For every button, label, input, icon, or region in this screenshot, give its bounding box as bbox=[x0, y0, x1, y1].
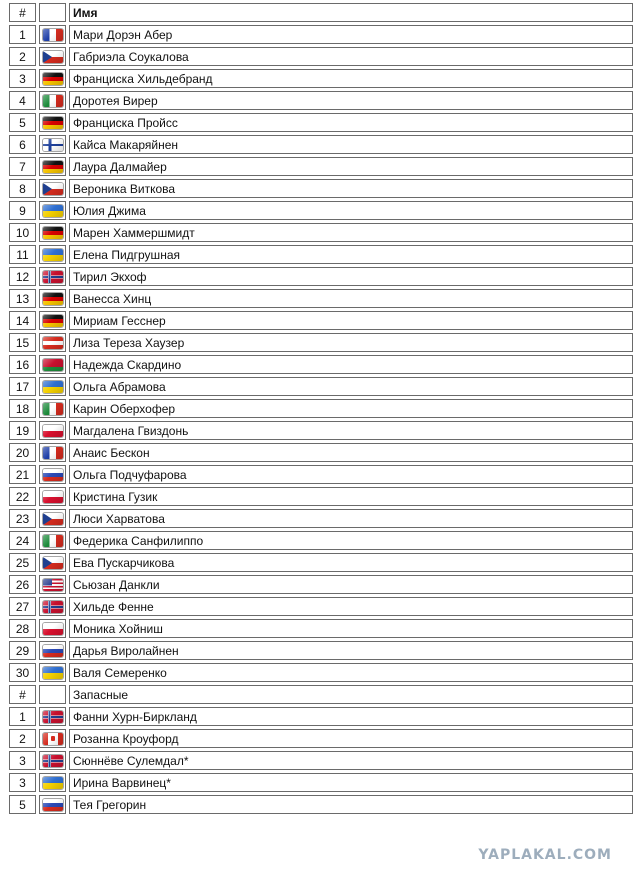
row-number: 26 bbox=[9, 575, 36, 594]
table-row bbox=[9, 421, 633, 440]
row-number: 15 bbox=[9, 333, 36, 352]
table-row bbox=[9, 157, 633, 176]
table-row bbox=[9, 553, 633, 572]
row-number: 14 bbox=[9, 311, 36, 330]
row-number: 4 bbox=[9, 91, 36, 110]
athlete-name: Ольга Абрамова bbox=[69, 377, 633, 396]
athlete-name: Кайса Макаряйнен bbox=[69, 135, 633, 154]
flag-de-icon bbox=[43, 117, 63, 129]
athlete-name: Ирина Варвинец* bbox=[69, 773, 633, 792]
athlete-name: Федерика Санфилиппо bbox=[69, 531, 633, 550]
table-row bbox=[9, 487, 633, 506]
table-row bbox=[9, 707, 633, 726]
athlete-name: Розанна Кроуфорд bbox=[69, 729, 633, 748]
flag-ua-icon bbox=[43, 667, 63, 679]
athlete-name: Франциска Хильдебранд bbox=[69, 69, 633, 88]
athlete-name: Тея Грегорин bbox=[69, 795, 633, 814]
flag-it-icon bbox=[43, 535, 63, 547]
athlete-name: Доротея Вирер bbox=[69, 91, 633, 110]
row-flag-cell bbox=[39, 289, 66, 308]
row-flag-cell bbox=[39, 113, 66, 132]
row-flag-cell bbox=[39, 69, 66, 88]
athlete-name: Моника Хойниш bbox=[69, 619, 633, 638]
row-number: 2 bbox=[9, 729, 36, 748]
header-name: Имя bbox=[69, 3, 633, 22]
flag-de-icon bbox=[43, 161, 63, 173]
athlete-name: Ева Пускарчикова bbox=[69, 553, 633, 572]
athlete-name: Лиза Тереза Хаузер bbox=[69, 333, 633, 352]
row-flag-cell bbox=[39, 663, 66, 682]
flag-cz-icon bbox=[43, 51, 63, 63]
flag-ru-icon bbox=[43, 469, 63, 481]
row-number: 5 bbox=[9, 795, 36, 814]
flag-pl-icon bbox=[43, 491, 63, 503]
row-flag-cell bbox=[39, 751, 66, 770]
row-number: 27 bbox=[9, 597, 36, 616]
table-row bbox=[9, 751, 633, 770]
athletes-table-body bbox=[9, 3, 633, 814]
row-flag-cell bbox=[39, 707, 66, 726]
flag-no-icon bbox=[43, 271, 63, 283]
row-number: 20 bbox=[9, 443, 36, 462]
table-row bbox=[9, 91, 633, 110]
row-flag-cell bbox=[39, 311, 66, 330]
row-number: 10 bbox=[9, 223, 36, 242]
flag-no-icon bbox=[43, 755, 63, 767]
table-row bbox=[9, 729, 633, 748]
athlete-name: Фанни Хурн-Биркланд bbox=[69, 707, 633, 726]
row-flag-cell bbox=[39, 575, 66, 594]
athlete-name: Сьюзан Данкли bbox=[69, 575, 633, 594]
flag-ua-icon bbox=[43, 249, 63, 261]
table-row bbox=[9, 47, 633, 66]
row-number: 29 bbox=[9, 641, 36, 660]
table-row bbox=[9, 25, 633, 44]
table-row bbox=[9, 377, 633, 396]
table-row bbox=[9, 663, 633, 682]
table-row bbox=[9, 641, 633, 660]
athletes-table bbox=[6, 0, 636, 817]
row-number: 17 bbox=[9, 377, 36, 396]
row-flag-cell bbox=[39, 465, 66, 484]
row-flag-cell bbox=[39, 355, 66, 374]
flag-ua-icon bbox=[43, 777, 63, 789]
row-flag-cell bbox=[39, 201, 66, 220]
athlete-name: Габриэла Соукалова bbox=[69, 47, 633, 66]
row-flag-cell bbox=[39, 597, 66, 616]
row-number: 30 bbox=[9, 663, 36, 682]
table-row bbox=[9, 113, 633, 132]
table-row bbox=[9, 69, 633, 88]
athlete-name: Лаура Далмайер bbox=[69, 157, 633, 176]
row-number: 23 bbox=[9, 509, 36, 528]
table-row bbox=[9, 531, 633, 550]
row-number: 5 bbox=[9, 113, 36, 132]
athlete-name: Карин Оберхофер bbox=[69, 399, 633, 418]
table-row bbox=[9, 201, 633, 220]
flag-ua-icon bbox=[43, 381, 63, 393]
row-flag-cell bbox=[39, 245, 66, 264]
row-number: 12 bbox=[9, 267, 36, 286]
flag-cz-icon bbox=[43, 557, 63, 569]
flag-de-icon bbox=[43, 293, 63, 305]
reserves-header-num: # bbox=[9, 685, 36, 704]
flag-ru-icon bbox=[43, 645, 63, 657]
row-number: 3 bbox=[9, 773, 36, 792]
row-number: 24 bbox=[9, 531, 36, 550]
table-row bbox=[9, 333, 633, 352]
athlete-name: Юлия Джима bbox=[69, 201, 633, 220]
row-number: 11 bbox=[9, 245, 36, 264]
row-number: 1 bbox=[9, 707, 36, 726]
athlete-name: Хильде Фенне bbox=[69, 597, 633, 616]
athlete-name: Тирил Экхоф bbox=[69, 267, 633, 286]
athlete-name: Надежда Скардино bbox=[69, 355, 633, 374]
table-row bbox=[9, 773, 633, 792]
row-number: 28 bbox=[9, 619, 36, 638]
row-number: 18 bbox=[9, 399, 36, 418]
table-row bbox=[9, 311, 633, 330]
row-flag-cell bbox=[39, 531, 66, 550]
flag-it-icon bbox=[43, 403, 63, 415]
table-row bbox=[9, 575, 633, 594]
row-number: 6 bbox=[9, 135, 36, 154]
row-number: 25 bbox=[9, 553, 36, 572]
flag-pl-icon bbox=[43, 425, 63, 437]
row-flag-cell bbox=[39, 443, 66, 462]
row-flag-cell bbox=[39, 795, 66, 814]
table-row bbox=[9, 399, 633, 418]
row-flag-cell bbox=[39, 47, 66, 66]
table-row bbox=[9, 179, 633, 198]
flag-fr-icon bbox=[43, 447, 63, 459]
table-row bbox=[9, 509, 633, 528]
table-header-row bbox=[9, 3, 633, 22]
flag-cz-icon bbox=[43, 183, 63, 195]
header-num: # bbox=[9, 3, 36, 22]
row-flag-cell bbox=[39, 179, 66, 198]
athlete-name: Мириам Гесснер bbox=[69, 311, 633, 330]
table-row bbox=[9, 245, 633, 264]
athlete-name: Елена Пидгрушная bbox=[69, 245, 633, 264]
row-flag-cell bbox=[39, 773, 66, 792]
table-row bbox=[9, 465, 633, 484]
athlete-name: Вероника Виткова bbox=[69, 179, 633, 198]
row-flag-cell bbox=[39, 509, 66, 528]
row-flag-cell bbox=[39, 91, 66, 110]
table-row bbox=[9, 355, 633, 374]
row-number: 7 bbox=[9, 157, 36, 176]
flag-ua-icon bbox=[43, 205, 63, 217]
row-flag-cell bbox=[39, 333, 66, 352]
flag-at-icon bbox=[43, 337, 63, 349]
athlete-name: Дарья Виролайнен bbox=[69, 641, 633, 660]
row-flag-cell bbox=[39, 421, 66, 440]
flag-it-icon bbox=[43, 95, 63, 107]
athlete-name: Магдалена Гвиздонь bbox=[69, 421, 633, 440]
table-row bbox=[9, 289, 633, 308]
athlete-name: Ольга Подчуфарова bbox=[69, 465, 633, 484]
row-number: 3 bbox=[9, 751, 36, 770]
row-flag-cell bbox=[39, 641, 66, 660]
reserves-header-row bbox=[9, 685, 633, 704]
flag-pl-icon bbox=[43, 623, 63, 635]
row-number: 19 bbox=[9, 421, 36, 440]
athlete-name: Франциска Пройсс bbox=[69, 113, 633, 132]
table-row bbox=[9, 795, 633, 814]
row-number: 1 bbox=[9, 25, 36, 44]
row-number: 2 bbox=[9, 47, 36, 66]
row-number: 3 bbox=[9, 69, 36, 88]
row-flag-cell bbox=[39, 729, 66, 748]
flag-fi-icon bbox=[43, 139, 63, 151]
athlete-name: Мари Дорэн Абер bbox=[69, 25, 633, 44]
athlete-name: Валя Семеренко bbox=[69, 663, 633, 682]
row-number: 9 bbox=[9, 201, 36, 220]
row-number: 22 bbox=[9, 487, 36, 506]
row-flag-cell bbox=[39, 619, 66, 638]
athlete-name: Анаис Бескон bbox=[69, 443, 633, 462]
row-flag-cell bbox=[39, 267, 66, 286]
row-number: 8 bbox=[9, 179, 36, 198]
flag-us-icon bbox=[43, 579, 63, 591]
flag-no-icon bbox=[43, 711, 63, 723]
athlete-name: Кристина Гузик bbox=[69, 487, 633, 506]
flag-de-icon bbox=[43, 315, 63, 327]
header-flag bbox=[39, 3, 66, 22]
row-flag-cell bbox=[39, 135, 66, 154]
flag-cz-icon bbox=[43, 513, 63, 525]
row-flag-cell bbox=[39, 25, 66, 44]
row-flag-cell bbox=[39, 553, 66, 572]
flag-ru-icon bbox=[43, 799, 63, 811]
table-row bbox=[9, 597, 633, 616]
row-flag-cell bbox=[39, 399, 66, 418]
athlete-name: Сюннёве Сулемдал* bbox=[69, 751, 633, 770]
flag-by-icon bbox=[43, 359, 63, 371]
flag-no-icon bbox=[43, 601, 63, 613]
reserves-header-flag bbox=[39, 685, 66, 704]
athlete-name: Люси Харватова bbox=[69, 509, 633, 528]
watermark: YAPLAKAL.COM bbox=[478, 847, 612, 863]
flag-de-icon bbox=[43, 227, 63, 239]
row-number: 16 bbox=[9, 355, 36, 374]
table-row bbox=[9, 619, 633, 638]
athlete-name: Ванесса Хинц bbox=[69, 289, 633, 308]
table-row bbox=[9, 223, 633, 242]
flag-de-icon bbox=[43, 73, 63, 85]
row-flag-cell bbox=[39, 223, 66, 242]
row-number: 21 bbox=[9, 465, 36, 484]
reserves-header-label: Запасные bbox=[69, 685, 633, 704]
table-row bbox=[9, 443, 633, 462]
athlete-name: Марен Хаммершмидт bbox=[69, 223, 633, 242]
row-number: 13 bbox=[9, 289, 36, 308]
flag-ca-icon bbox=[43, 733, 63, 745]
row-flag-cell bbox=[39, 157, 66, 176]
row-flag-cell bbox=[39, 487, 66, 506]
table-row bbox=[9, 267, 633, 286]
row-flag-cell bbox=[39, 377, 66, 396]
table-row bbox=[9, 135, 633, 154]
flag-fr-icon bbox=[43, 29, 63, 41]
